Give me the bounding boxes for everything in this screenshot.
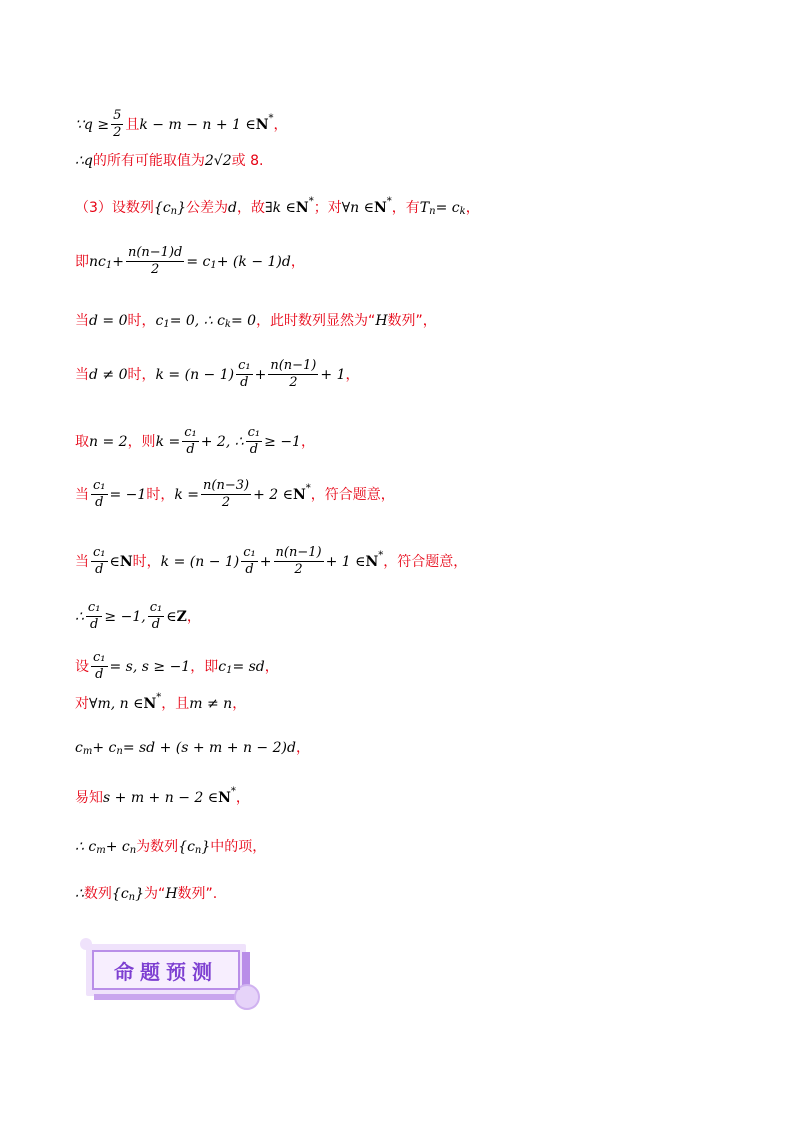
math-text: = s, s ≥ −1 xyxy=(109,658,191,675)
subscript: k xyxy=(459,206,466,217)
solution-line xyxy=(75,108,288,141)
solution-line xyxy=(75,478,395,511)
explanation-text: 当 xyxy=(75,366,89,383)
fraction xyxy=(86,600,103,633)
subscript: n xyxy=(128,892,136,903)
math-text: + xyxy=(112,253,124,270)
math-text: ∈ xyxy=(109,553,120,570)
fraction xyxy=(111,108,123,141)
math-text: 2√2 xyxy=(204,153,232,169)
math-text: = c xyxy=(186,253,211,270)
subscript: 1 xyxy=(163,319,170,330)
fraction xyxy=(274,545,324,578)
math-text: = 0 xyxy=(230,313,257,329)
math-text: } xyxy=(201,839,211,855)
math-text: ∴ xyxy=(75,608,84,625)
fraction-numerator: c₁ xyxy=(238,358,251,373)
subscript: k xyxy=(224,319,231,330)
explanation-text: ， xyxy=(300,433,315,450)
fraction-numerator: c₁ xyxy=(93,545,106,560)
set-symbol: N xyxy=(365,553,379,570)
fraction-numerator: n(n−1) xyxy=(275,545,322,560)
fraction-denominator: d xyxy=(95,667,104,682)
superscript: * xyxy=(268,112,274,124)
explanation-text: ， xyxy=(345,366,360,383)
solution-line xyxy=(75,245,305,278)
explanation-text: 设 xyxy=(75,658,89,675)
subscript: n xyxy=(129,845,137,856)
set-symbol: N xyxy=(374,200,387,216)
fraction-denominator: 2 xyxy=(113,125,122,140)
math-text: H xyxy=(375,313,388,329)
math-text: + 1 xyxy=(320,366,346,383)
solution-line xyxy=(75,358,359,391)
math-text: T xyxy=(419,200,430,216)
fraction-denominator: 2 xyxy=(151,262,160,277)
explanation-text: 取 xyxy=(75,433,89,450)
explanation-text: 即 xyxy=(75,253,89,270)
set-symbol: N xyxy=(292,486,306,503)
fraction xyxy=(268,358,318,391)
solution-line xyxy=(75,650,279,683)
explanation-text: ， xyxy=(232,696,247,712)
set-symbol: N xyxy=(295,200,309,216)
explanation-text: ， xyxy=(290,253,305,270)
math-text: = −1 xyxy=(109,486,147,503)
math-text: + (k − 1)d xyxy=(216,253,291,270)
fraction xyxy=(91,545,108,578)
math-text: k = (n − 1) xyxy=(160,553,240,570)
superscript: * xyxy=(308,196,314,207)
solution-line xyxy=(75,737,310,759)
superscript: * xyxy=(386,196,392,207)
math-text: ∀n ∈ xyxy=(341,200,374,216)
math-text: ≥ −1, xyxy=(104,608,146,625)
fraction-numerator: n(n−1) xyxy=(270,358,317,373)
explanation-text: 时， xyxy=(146,486,175,503)
explanation-text: ， xyxy=(186,608,201,625)
explanation-text: 对 xyxy=(75,696,89,712)
math-text: m ≠ n xyxy=(189,696,233,712)
math-text: {c xyxy=(153,200,171,216)
fraction-numerator: 5 xyxy=(113,108,122,123)
math-text: } xyxy=(177,200,187,216)
explanation-text: 数列”. xyxy=(177,886,218,902)
math-text: s + m + n − 2 ∈ xyxy=(103,790,219,806)
subscript: m xyxy=(96,845,106,856)
math-text: + 2, ∴ xyxy=(200,433,244,450)
math-text: ∴ xyxy=(75,886,84,902)
math-text: + 1 ∈ xyxy=(325,553,366,570)
math-text: ∈ xyxy=(166,608,177,625)
fraction-numerator: c₁ xyxy=(247,425,261,440)
subscript: 1 xyxy=(105,259,113,271)
fraction-numerator: n(n−1)d xyxy=(127,245,183,260)
fraction-numerator: c₁ xyxy=(184,425,197,440)
subscript: m xyxy=(82,746,93,757)
solution-line xyxy=(75,693,246,715)
explanation-text: ；对 xyxy=(313,200,342,216)
math-text: nc xyxy=(89,253,106,270)
explanation-text: 时， xyxy=(127,313,156,329)
explanation-text: 的所有可能取值为 xyxy=(92,153,205,169)
banner-title: 命题预测 xyxy=(114,959,218,984)
explanation-text: ，有 xyxy=(391,200,420,216)
math-text: + 2 ∈ xyxy=(253,486,293,503)
explanation-text: ， xyxy=(465,200,480,216)
math-text: k − m − n + 1 ∈ xyxy=(139,116,256,133)
fraction-denominator: 2 xyxy=(289,375,298,390)
explanation-text: ， xyxy=(273,116,288,133)
set-symbol: Z xyxy=(176,608,187,625)
fraction-numerator: c₁ xyxy=(243,545,256,560)
math-text: + c xyxy=(105,839,130,855)
explanation-text: ，符合题意， xyxy=(383,553,468,570)
explanation-text: 数列”， xyxy=(387,313,437,329)
explanation-text: 时， xyxy=(132,553,161,570)
explanation-text: （3）设数列 xyxy=(75,200,154,216)
math-text: ∀m, n ∈ xyxy=(89,696,144,712)
math-text: ∴ xyxy=(75,153,84,169)
explanation-text: ，则 xyxy=(127,433,156,450)
explanation-text: 当 xyxy=(75,313,89,329)
explanation-text: 为“ xyxy=(144,886,166,902)
explanation-text: 公差为 xyxy=(186,200,229,216)
solution-line xyxy=(75,787,250,809)
fraction-numerator: c₁ xyxy=(149,600,163,615)
math-text: k = (n − 1) xyxy=(155,366,235,383)
fraction xyxy=(126,245,184,278)
fraction-denominator: d xyxy=(249,442,259,457)
subscript: 1 xyxy=(210,259,217,271)
banner-corner-dot xyxy=(80,938,92,950)
math-text: = c xyxy=(435,200,460,216)
solution-line xyxy=(75,545,467,578)
solution-line xyxy=(75,150,263,172)
math-text: + c xyxy=(92,740,117,756)
math-text: q xyxy=(83,153,93,169)
superscript: * xyxy=(156,692,162,703)
fraction xyxy=(246,425,263,458)
fraction-denominator: d xyxy=(95,495,104,510)
subscript: n xyxy=(170,206,178,217)
math-text: = 0, ∴ c xyxy=(169,313,225,329)
fraction xyxy=(91,650,108,683)
math-text: ∃k ∈ xyxy=(265,200,296,216)
banner-inner xyxy=(92,950,240,990)
math-text: k = xyxy=(174,486,199,503)
fraction xyxy=(91,478,108,511)
subscript: 1 xyxy=(226,664,233,676)
math-text: ≥ −1 xyxy=(264,433,301,450)
fraction xyxy=(236,358,253,391)
solution-line xyxy=(75,883,217,905)
explanation-text: ， xyxy=(295,740,310,756)
fraction xyxy=(182,425,199,458)
subscript: n xyxy=(116,746,123,757)
explanation-text: ，此时数列显然为“ xyxy=(256,313,376,329)
set-symbol: N xyxy=(255,116,269,133)
fraction-numerator: c₁ xyxy=(93,650,106,665)
fraction xyxy=(201,478,251,511)
fraction xyxy=(241,545,258,578)
explanation-text: ，符合题意， xyxy=(310,486,395,503)
explanation-text: 且 xyxy=(125,116,140,133)
superscript: * xyxy=(305,482,311,494)
math-text: + xyxy=(254,366,267,383)
subscript: n xyxy=(194,845,202,856)
math-text: = sd xyxy=(232,658,265,675)
math-text: {c xyxy=(111,886,129,902)
math-text: d = 0 xyxy=(89,313,128,329)
explanation-text: ，即 xyxy=(190,658,219,675)
math-text: c xyxy=(75,740,83,756)
fraction-numerator: c₁ xyxy=(87,600,101,615)
math-text: ∵ xyxy=(75,116,84,133)
fraction-denominator: d xyxy=(95,562,104,577)
explanation-text: 中的项， xyxy=(210,839,267,855)
fraction-denominator: d xyxy=(240,375,249,390)
explanation-text: 易知 xyxy=(75,790,103,806)
fraction-denominator: 2 xyxy=(294,562,303,577)
math-text: n = 2 xyxy=(89,433,128,450)
explanation-text: ，且 xyxy=(161,696,190,712)
solution-line xyxy=(75,425,315,458)
math-text: + xyxy=(259,553,272,570)
solution-line xyxy=(75,197,480,219)
solution-line xyxy=(75,600,201,633)
banner-bottom-shadow xyxy=(94,994,246,1000)
set-symbol: N xyxy=(119,553,133,570)
explanation-text: 时， xyxy=(127,366,156,383)
fraction-denominator: d xyxy=(90,617,99,632)
explanation-text: ，故 xyxy=(237,200,266,216)
superscript: * xyxy=(230,786,236,797)
set-symbol: N xyxy=(218,790,231,806)
fraction-denominator: d xyxy=(245,562,254,577)
math-text: H xyxy=(165,886,178,902)
explanation-text: ， xyxy=(235,790,250,806)
math-text: d ≠ 0 xyxy=(89,366,128,383)
fraction-denominator: 2 xyxy=(221,495,231,510)
subscript: n xyxy=(429,206,436,217)
explanation-text: 当 xyxy=(75,553,89,570)
math-text: c xyxy=(218,658,227,675)
explanation-text: 或 8. xyxy=(231,153,264,169)
math-text: d xyxy=(228,200,238,216)
math-text: k = xyxy=(155,433,181,450)
explanation-text: 数列 xyxy=(83,886,112,902)
solution-line xyxy=(75,310,437,332)
math-text: } xyxy=(135,886,145,902)
math-text: = sd + (s + m + n − 2)d xyxy=(122,740,296,756)
superscript: * xyxy=(378,549,384,561)
solution-line xyxy=(75,836,266,858)
fraction-numerator: c₁ xyxy=(93,478,106,493)
fraction-numerator: n(n−3) xyxy=(203,478,250,493)
explanation-text: 为数列 xyxy=(136,839,179,855)
explanation-text: ， xyxy=(264,658,279,675)
explanation-text: 当 xyxy=(75,486,89,503)
math-text: {c xyxy=(178,839,195,855)
math-text: c xyxy=(155,313,164,329)
math-text: ∴ c xyxy=(75,839,97,855)
fraction xyxy=(148,600,165,633)
fraction-denominator: d xyxy=(151,617,161,632)
set-symbol: N xyxy=(143,696,157,712)
section-banner xyxy=(86,944,246,996)
fraction-denominator: d xyxy=(186,442,195,457)
math-text: q ≥ xyxy=(83,116,110,133)
